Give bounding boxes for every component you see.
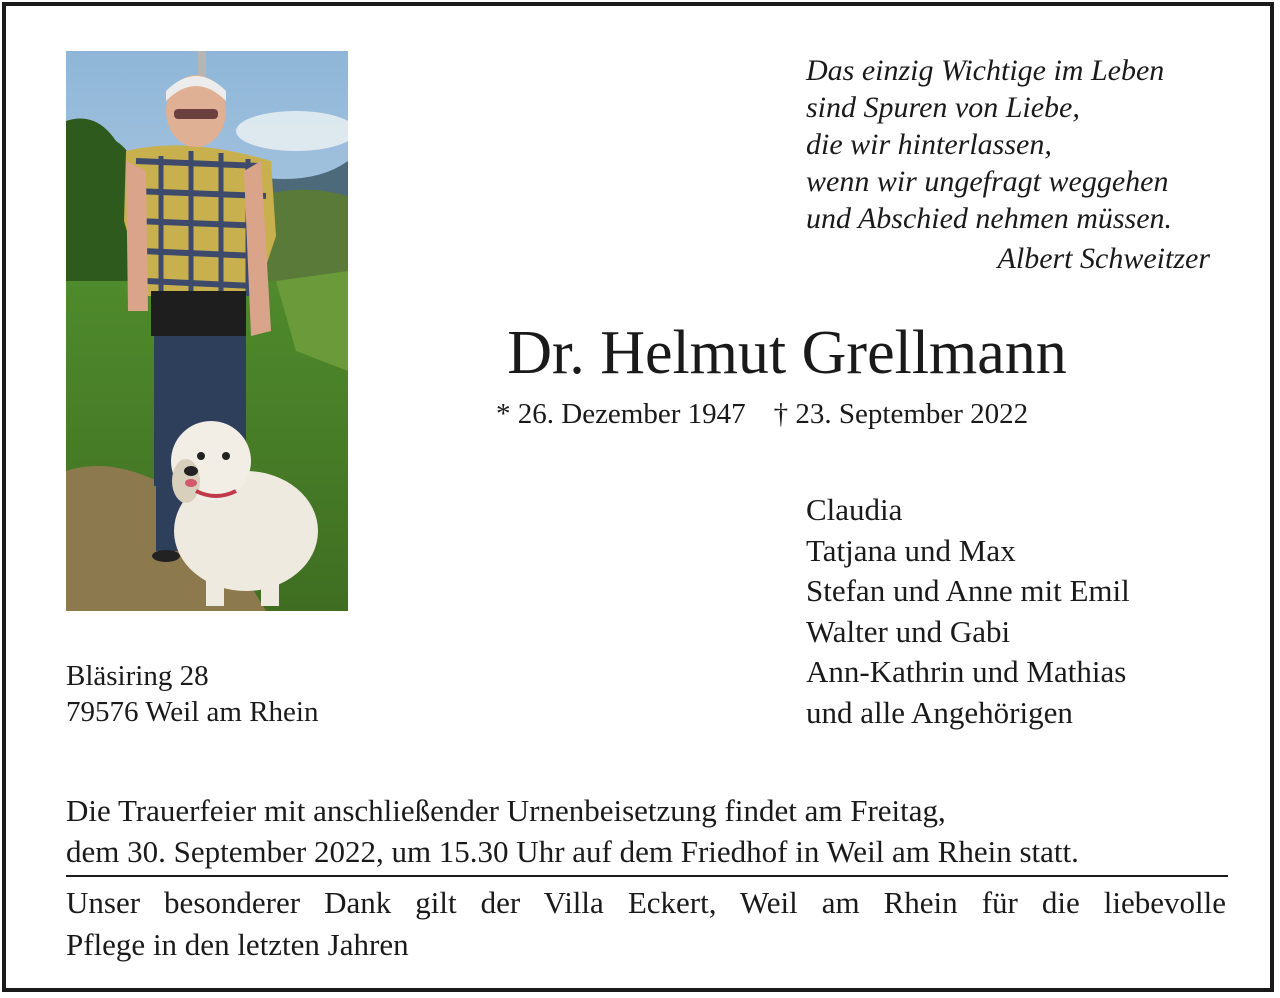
mourner: Claudia [806, 492, 903, 527]
divider [66, 875, 1228, 877]
address-street: Bläsiring 28 [66, 660, 209, 692]
thanks-line: Unser besonderer Dank gilt der Villa Eckert, Weil am Rhein für die liebevolle [66, 885, 1226, 920]
mourner: und alle Angehörigen [806, 694, 1073, 730]
funeral-line: dem 30. September 2022, um 15.30 Uhr auf dem Friedhof in Weil am Rhein statt. [66, 834, 1079, 869]
deceased-name: Dr. Helmut Grellmann [507, 319, 1067, 387]
mourner: Walter und Gabi [806, 613, 1011, 649]
death-date: † 23. September 2022 [773, 398, 1029, 430]
funeral-line: Die Trauerfeier mit anschließender Urnenbeisetzung findet am Freitag, [66, 793, 946, 828]
mourner: Ann-Kathrin und Mathias [806, 654, 1127, 689]
quote-author: Albert Schweitzer [997, 242, 1210, 275]
quote-line: sind Spuren von Liebe, [806, 91, 1080, 124]
address-city: 79576 Weil am Rhein [66, 696, 319, 728]
obituary-notice [2, 2, 1274, 992]
funeral-info [66, 790, 1226, 872]
life-dates [496, 398, 1028, 431]
quote [806, 52, 1246, 237]
quote-line: und Abschied nehmen müssen. [806, 202, 1173, 235]
thanks-line: Pflege in den letzten Jahren [66, 927, 409, 962]
thanks-note [66, 882, 1226, 966]
mourner: Tatjana und Max [806, 532, 1016, 568]
mourner: Stefan und Anne mit Emil [806, 573, 1130, 608]
quote-line: wenn wir ungefragt weggehen [806, 165, 1169, 198]
quote-line: die wir hinterlassen, [806, 128, 1052, 161]
mourners-list [806, 490, 1130, 733]
quote-line: Das einzig Wichtige im Leben [806, 54, 1165, 87]
address [66, 658, 318, 730]
birth-date: * 26. Dezember 1947 [496, 398, 746, 430]
